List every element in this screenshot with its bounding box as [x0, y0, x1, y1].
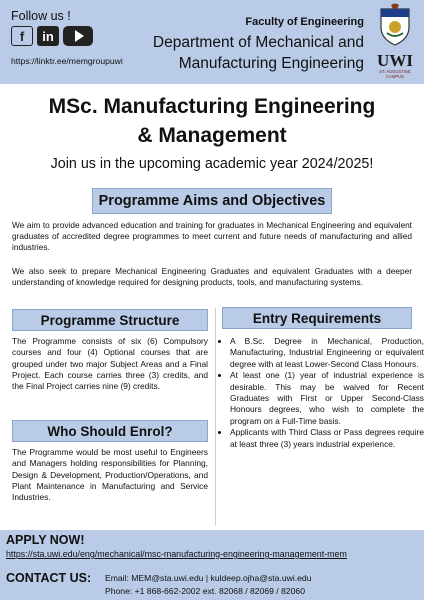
faculty-name: Faculty of Engineering	[245, 16, 364, 28]
list-item: • At least one (1) year of industrial experience is desirable. This may be waived for Recent Graduates with First or Upper Second-Class Honours degrees, who wish to complete the program on a Full-Time basis.	[230, 370, 424, 426]
crest-icon	[375, 3, 415, 47]
aims-paragraph-2: We also seek to prepare Mechanical Engineering Graduates and equivalent Graduates with a deeper understanding of knowledge required for designing products, tools, and manufacturing systems.	[12, 266, 412, 287]
apply-link[interactable]: https://sta.uwi.edu/eng/mechanical/msc-manufacturing-engineering-management-mem	[6, 549, 347, 559]
page-subtitle: Join us in the upcoming academic year 2024/2025!	[50, 156, 374, 172]
social-links	[11, 26, 93, 46]
entry-requirements-list	[218, 336, 424, 450]
uwi-logo	[372, 3, 418, 81]
linkedin-icon[interactable]: in	[37, 26, 59, 46]
follow-us-label: Follow us !	[11, 9, 71, 23]
list-item: • A B.Sc. Degree in Mechanical, Production, Manufacturing, Industrial Engineering or equivalent degree with at least Lower-Second Class Honours.	[230, 336, 424, 370]
aims-heading: Programme Aims and Objectives	[92, 188, 332, 214]
column-divider	[215, 308, 216, 526]
contact-heading: CONTACT US:	[6, 571, 92, 585]
contact-emails[interactable]: Email: MEM@sta.uwi.edu | kuldeep.ojha@sta.uwi.edu	[105, 573, 312, 583]
contact-phone: Phone: +1 868-662-2002 ext. 82068 / 82069 / 82060	[105, 586, 305, 596]
structure-heading: Programme Structure	[12, 309, 208, 331]
entry-heading: Entry Requirements	[222, 307, 412, 329]
enrol-text: The Programme would be most useful to Engineers and Managers holding responsibilities for Planning, Design & Development, Production/Operations, and Plant Maintenance in Manufacturing and Service Industries.	[12, 447, 208, 503]
enrol-heading: Who Should Enrol?	[12, 420, 208, 442]
youtube-icon[interactable]	[63, 26, 93, 46]
structure-text: The Programme consists of six (6) Compulsory courses and four (4) Optional courses that are grouped under two major Subject Areas and a Final Project. Each course carries three (3) credits, and the Final Project carries nine (9) credits.	[12, 336, 208, 392]
aims-paragraph-1: We aim to provide advanced education and training for graduates in Mechanical Engineering and equivalent graduates of accredited degree programmes to meet current and future needs of manufacturing and allied industries.	[12, 220, 412, 252]
page-title: MSc. Manufacturing Engineering & Management	[48, 95, 376, 147]
logo-text: UWI	[377, 51, 413, 70]
facebook-icon[interactable]: f	[11, 26, 33, 46]
logo-campus: ST. AUGUSTINE CAMPUS	[379, 69, 411, 79]
department-name: Department of Mechanical and Manufacturing Engineering	[152, 34, 364, 72]
apply-now-heading: APPLY NOW!	[6, 533, 85, 547]
list-item: • Applicants with Third Class or Pass degrees require at least three (3) years industrial experience.	[230, 427, 424, 450]
linktree-link[interactable]: https://linktr.ee/memgroupuwi	[11, 56, 123, 66]
